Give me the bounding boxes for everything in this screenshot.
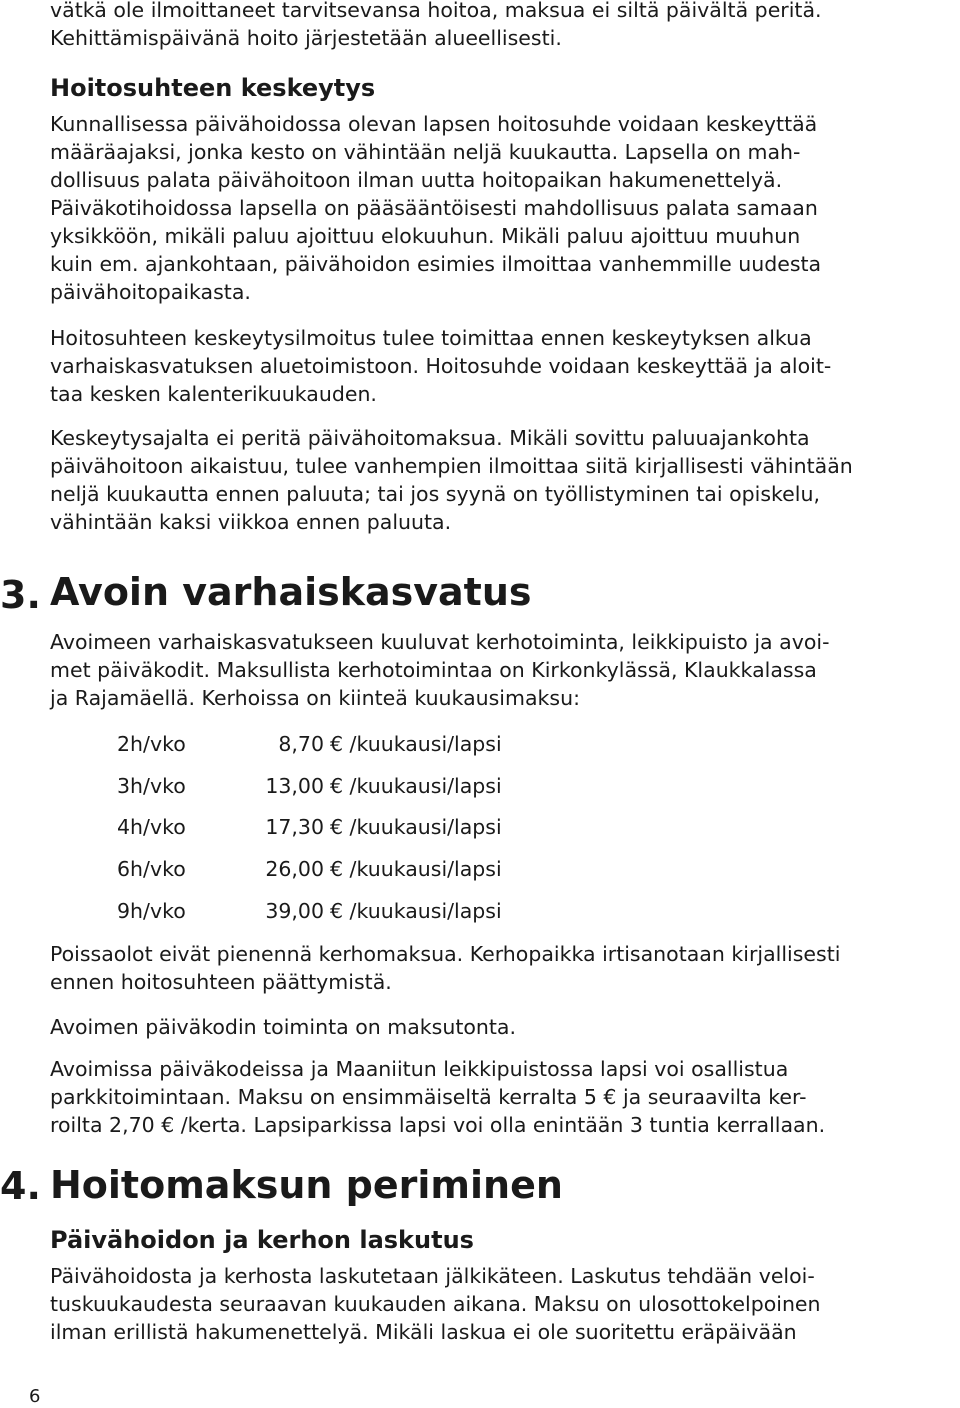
billing-subheading: Päivähoidon ja kerhon laskutus xyxy=(50,1226,474,1254)
fee-hours: 4h/vko xyxy=(117,815,186,839)
free-daycare-paragraph: Avoimen päiväkodin toiminta on maksutonta. xyxy=(50,1015,517,1039)
text-line: päivähoitoon aikaistuu, tulee vanhempien ilmoittaa siitä kirjallisesti vähintään xyxy=(50,454,853,478)
fee-row xyxy=(0,771,700,801)
fee-hours: 9h/vko xyxy=(117,899,186,923)
section-4-title: Hoitomaksun periminen xyxy=(50,1163,563,1207)
text-line: met päiväkodit. Maksullista kerhotoimintaa on Kirkonkylässä, Klaukkalassa xyxy=(50,658,817,682)
fee-unit: € /kuukausi/lapsi xyxy=(330,857,502,881)
text-line: määräajaksi, jonka kesto on vähintään neljä kuukautta. Lapsella on mah- xyxy=(50,140,801,164)
text-line: ja Rajamäellä. Kerhoissa on kiinteä kuukausimaksu: xyxy=(50,686,580,710)
intro-line: vätkä ole ilmoittaneet tarvitsevansa hoitoa, maksua ei siltä päivältä peritä. xyxy=(50,0,822,22)
fee-amount: 8,70 xyxy=(278,732,324,756)
text-line: taa kesken kalenterikuukauden. xyxy=(50,382,377,406)
fee-row xyxy=(0,729,700,759)
fee-row xyxy=(0,896,700,926)
text-line: Avoimissa päiväkodeissa ja Maaniitun leikkipuistossa lapsi voi osallistua xyxy=(50,1057,789,1081)
fee-row xyxy=(0,854,700,884)
text-line: Hoitosuhteen keskeytysilmoitus tulee toimittaa ennen keskeytyksen alkua xyxy=(50,326,812,350)
fee-row xyxy=(0,812,700,842)
page-number: 6 xyxy=(29,1386,41,1407)
text-line: ilman erillistä hakumenettelyä. Mikäli laskua ei ole suoritettu eräpäivään xyxy=(50,1320,797,1344)
text-line: Kunnallisessa päivähoidossa olevan lapsen hoitosuhde voidaan keskeyttää xyxy=(50,112,818,136)
section-4-number: 4. xyxy=(0,1164,41,1208)
section-3-title: Avoin varhaiskasvatus xyxy=(50,570,532,614)
section-3-intro xyxy=(50,628,958,712)
fee-hours: 3h/vko xyxy=(117,774,186,798)
intro-paragraph xyxy=(50,0,958,52)
fee-amount: 13,00 xyxy=(265,774,324,798)
billing-paragraph xyxy=(50,1262,958,1346)
text-line: neljä kuukautta ennen paluuta; tai jos syynä on työllistyminen tai opiskelu, xyxy=(50,482,820,506)
fee-unit: € /kuukausi/lapsi xyxy=(330,732,502,756)
keskeytys-paragraph-2 xyxy=(50,324,958,408)
text-line: Päivähoidosta ja kerhosta laskutetaan jälkikäteen. Laskutus tehdään veloi- xyxy=(50,1264,815,1288)
text-line: Avoimeen varhaiskasvatukseen kuuluvat kerhotoiminta, leikkipuisto ja avoi- xyxy=(50,630,830,654)
absence-paragraph xyxy=(50,940,958,996)
text-line: varhaiskasvatuksen aluetoimistoon. Hoitosuhde voidaan keskeyttää ja aloit- xyxy=(50,354,832,378)
fee-hours: 2h/vko xyxy=(117,732,186,756)
keskeytys-paragraph-3 xyxy=(50,424,958,536)
text-line: Poissaolot eivät pienennä kerhomaksua. Kerhopaikka irtisanotaan kirjallisesti xyxy=(50,942,841,966)
fee-amount: 26,00 xyxy=(265,857,324,881)
fee-unit: € /kuukausi/lapsi xyxy=(330,899,502,923)
text-line: roilta 2,70 € /kerta. Lapsiparkissa lapsi voi olla enintään 3 tuntia kerrallaan. xyxy=(50,1113,826,1137)
text-line: parkkitoimintaan. Maksu on ensimmäiseltä kerralta 5 € ja seuraavilta ker- xyxy=(50,1085,807,1109)
intro-line: Kehittämispäivänä hoito järjestetään alueellisesti. xyxy=(50,26,562,50)
text-line: vähintään kaksi viikkoa ennen paluuta. xyxy=(50,510,452,534)
text-line: tuskuukaudesta seuraavan kuukauden aikana. Maksu on ulosottokelpoinen xyxy=(50,1292,821,1316)
text-line: Päiväkotihoidossa lapsella on pääsääntöisesti mahdollisuus palata samaan xyxy=(50,196,818,220)
fee-amount: 39,00 xyxy=(265,899,324,923)
fee-unit: € /kuukausi/lapsi xyxy=(330,774,502,798)
text-line: kuin em. ajankohtaan, päivähoidon esimies ilmoittaa vanhemmille uudesta xyxy=(50,252,822,276)
keskeytys-heading: Hoitosuhteen keskeytys xyxy=(50,74,376,102)
section-3-number: 3. xyxy=(0,573,41,617)
park-paragraph xyxy=(50,1055,958,1139)
text-line: päivähoitopaikasta. xyxy=(50,280,251,304)
text-line: Keskeytysajalta ei peritä päivähoitomaksua. Mikäli sovittu paluuajankohta xyxy=(50,426,810,450)
text-line: dollisuus palata päivähoitoon ilman uutta hoitopaikan hakumenettelyä. xyxy=(50,168,783,192)
keskeytys-paragraph-1 xyxy=(50,110,958,306)
text-line: ennen hoitosuhteen päättymistä. xyxy=(50,970,392,994)
fee-amount: 17,30 xyxy=(265,815,324,839)
text-line: yksikköön, mikäli paluu ajoittuu elokuuhun. Mikäli paluu ajoittuu muuhun xyxy=(50,224,801,248)
fee-unit: € /kuukausi/lapsi xyxy=(330,815,502,839)
fee-hours: 6h/vko xyxy=(117,857,186,881)
